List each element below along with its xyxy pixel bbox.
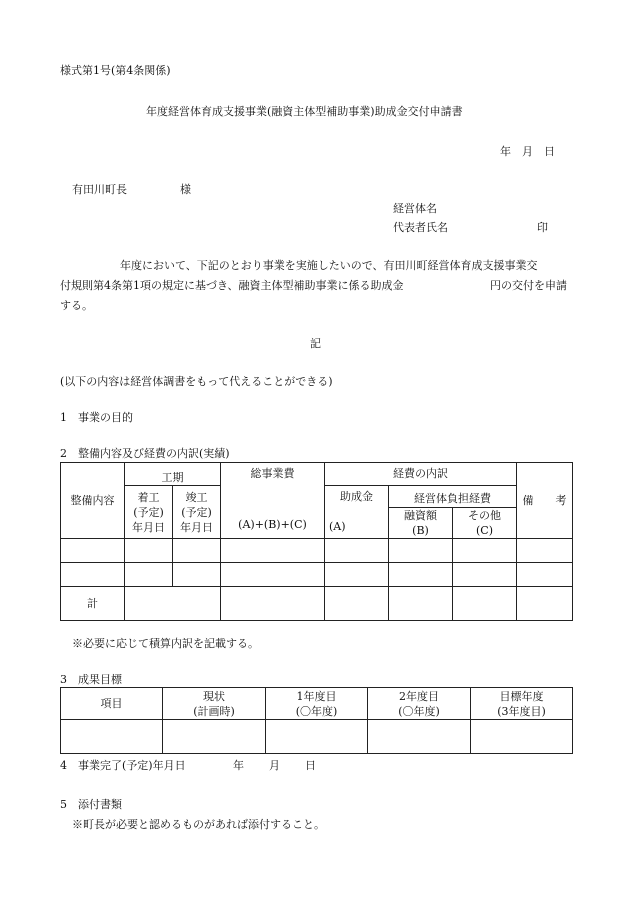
finish-line-2: (予定) xyxy=(181,505,212,519)
header-finish-cell xyxy=(173,486,221,539)
table-row xyxy=(61,539,573,563)
target-header-target xyxy=(471,688,573,720)
cell[interactable] xyxy=(125,539,173,563)
header-burden: 経営体負担経費 xyxy=(389,486,517,508)
cell[interactable] xyxy=(368,720,471,754)
target-header-year2 xyxy=(368,688,471,720)
body-line-2b: 円の交付を申請 xyxy=(490,279,567,292)
cell[interactable] xyxy=(173,539,221,563)
cell[interactable] xyxy=(517,563,573,587)
header-loan-cell xyxy=(389,508,453,539)
total-label: 計 xyxy=(61,587,125,621)
representative-label: 代表者氏名 xyxy=(393,221,448,234)
cell[interactable] xyxy=(453,563,517,587)
seal-mark: 印 xyxy=(537,221,548,234)
ki-heading: 記 xyxy=(310,337,321,350)
cell[interactable] xyxy=(125,587,221,621)
header-period: 工期 xyxy=(125,463,221,486)
cell[interactable] xyxy=(517,539,573,563)
header-subsidy-mark: (A) xyxy=(329,520,346,533)
cell[interactable] xyxy=(389,539,453,563)
cell[interactable] xyxy=(163,720,266,754)
cell[interactable] xyxy=(453,587,517,621)
cell[interactable] xyxy=(61,563,125,587)
start-line-3: 年月日 xyxy=(132,520,165,534)
cell[interactable] xyxy=(61,720,163,754)
date-line: 年 月 日 xyxy=(500,145,555,158)
body-line-3: する。 xyxy=(60,299,93,312)
section-2-footnote: ※必要に応じて積算内訳を記載する。 xyxy=(72,637,259,650)
target-line-2: (3年度目) xyxy=(497,704,546,718)
section-4-year: 年 xyxy=(233,759,244,772)
section-2-title: 2 整備内容及び経費の内訳(実績) xyxy=(60,447,230,460)
cell[interactable] xyxy=(389,587,453,621)
header-start-cell xyxy=(125,486,173,539)
target-header-item: 項目 xyxy=(61,688,163,720)
section-5-title: 5 添付書類 xyxy=(60,798,122,811)
cell[interactable] xyxy=(325,563,389,587)
cell[interactable] xyxy=(389,563,453,587)
cell[interactable] xyxy=(61,539,125,563)
start-line-1: 着工 xyxy=(137,490,160,504)
section-4-title: 4 事業完了(予定)年月日 xyxy=(60,759,186,772)
section-3-title: 3 成果目標 xyxy=(60,673,122,686)
document-title: 年度経営体育成支援事業(融資主体型補助事業)助成金交付申請書 xyxy=(146,105,463,118)
header-remarks: 備 考 xyxy=(517,463,573,539)
cell[interactable] xyxy=(173,563,221,587)
addressee: 有田川町長 xyxy=(72,183,127,196)
cell[interactable] xyxy=(266,720,368,754)
current-line-1: 現状 xyxy=(203,689,225,703)
finish-line-3: 年月日 xyxy=(180,520,213,534)
target-header-year1 xyxy=(266,688,368,720)
cell[interactable] xyxy=(453,539,517,563)
header-breakdown: 経費の内訳 xyxy=(325,463,517,486)
target-table xyxy=(60,687,573,754)
year1-line-2: (〇年度) xyxy=(295,704,338,718)
form-number: 様式第1号(第4条関係) xyxy=(60,64,171,77)
table-row xyxy=(61,720,573,754)
header-subsidy: 助成金 xyxy=(340,490,373,503)
cell[interactable] xyxy=(517,587,573,621)
header-other-cell xyxy=(453,508,517,539)
honorific: 様 xyxy=(180,183,191,196)
section-1-title: 1 事業の目的 xyxy=(60,411,133,424)
year1-line-1: 1年度目 xyxy=(296,689,337,703)
header-total: 総事業費 xyxy=(250,467,295,480)
current-line-2: (計画時) xyxy=(193,704,235,718)
finish-line-1: 竣工 xyxy=(185,490,208,504)
body-line-2a: 付規則第4条第1項の規定に基づき、融資主体型補助事業に係る助成金 xyxy=(60,279,404,292)
cell[interactable] xyxy=(221,539,325,563)
cost-breakdown-table xyxy=(60,462,573,621)
target-header-current xyxy=(163,688,266,720)
header-subsidy-cell xyxy=(325,486,389,539)
cell[interactable] xyxy=(221,563,325,587)
loan-line-2: (B) xyxy=(412,524,429,537)
table-row xyxy=(61,563,573,587)
header-content: 整備内容 xyxy=(61,463,125,539)
other-line-2: (C) xyxy=(476,524,494,537)
other-line-1: その他 xyxy=(468,509,502,522)
cell[interactable] xyxy=(325,539,389,563)
entity-name-label: 経営体名 xyxy=(393,202,437,215)
header-total-formula: (A)+(B)+(C) xyxy=(238,518,307,531)
year2-line-2: (〇年度) xyxy=(398,704,440,718)
start-line-2: (予定) xyxy=(133,505,164,519)
cell[interactable] xyxy=(471,720,573,754)
section-4-month: 月 xyxy=(269,759,280,772)
section-4-day: 日 xyxy=(305,759,316,772)
loan-line-1: 融資額 xyxy=(404,509,437,522)
total-row xyxy=(61,587,573,621)
target-line-1: 目標年度 xyxy=(499,689,544,703)
cell[interactable] xyxy=(125,563,173,587)
cell[interactable] xyxy=(325,587,389,621)
body-line-1: 年度において、下記のとおり事業を実施したいので、有田川町経営体育成支援事業交 xyxy=(120,259,538,272)
header-total-cell xyxy=(221,463,325,539)
cell[interactable] xyxy=(221,587,325,621)
section-5-note: ※町長が必要と認めるものがあれば添付すること。 xyxy=(72,818,325,831)
year2-line-1: 2年度目 xyxy=(399,689,439,703)
note-intro: (以下の内容は経営体調書をもって代えることができる) xyxy=(60,375,333,388)
